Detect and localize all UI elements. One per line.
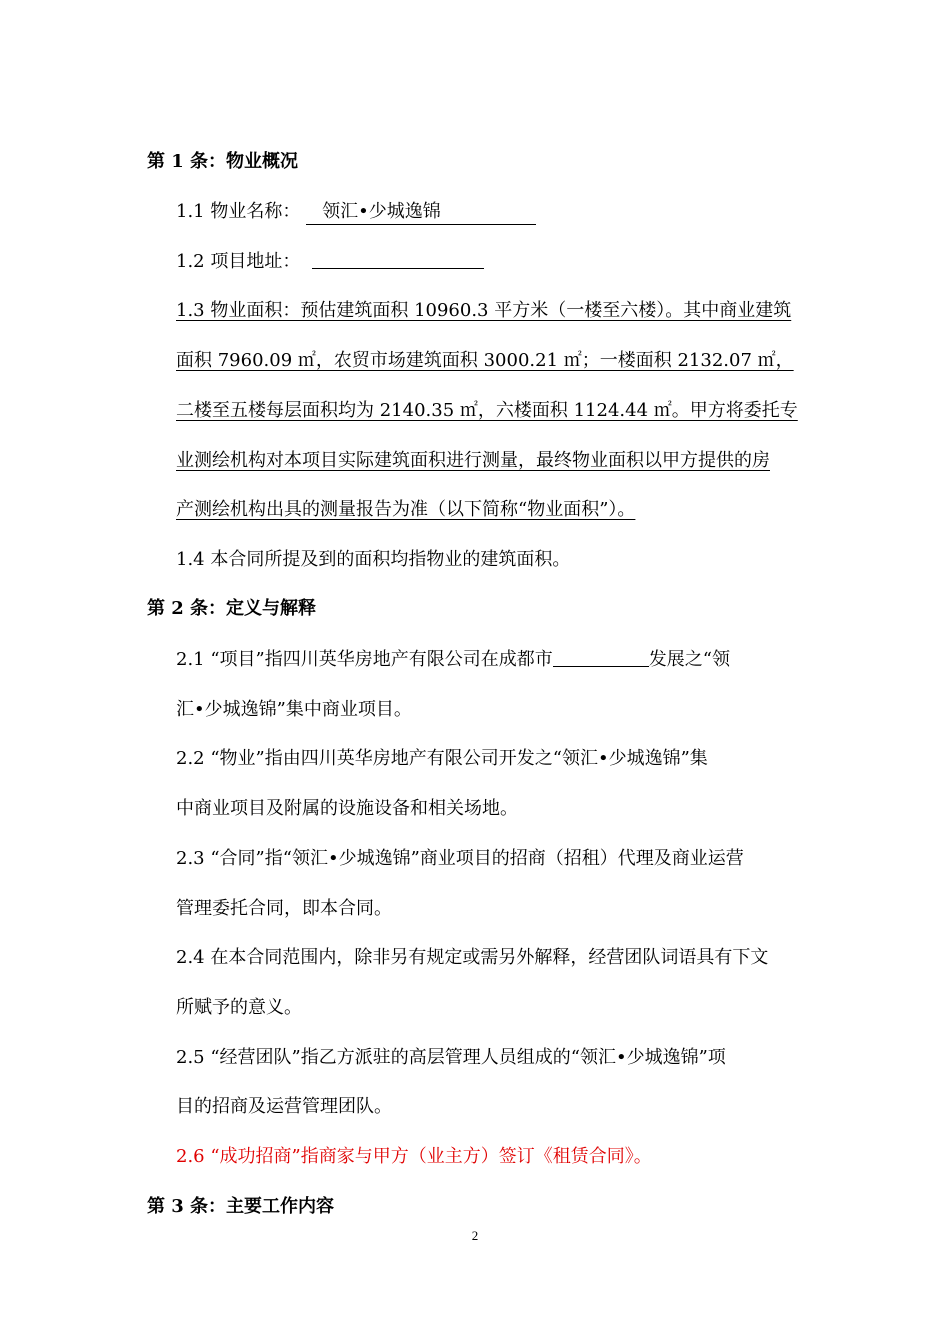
- item-1-2: [176, 250, 484, 274]
- item-2-6-highlighted: 2.6 “成功招商”指商家与甲方（业主方）签订《租赁合同》。: [176, 1146, 652, 1167]
- item-1-1: [176, 200, 536, 225]
- item-1-4: 1.4 本合同所提及到的面积均指物业的建筑面积。: [176, 549, 571, 570]
- item-2-1-line-2: 汇•少城逸锦”集中商业项目。: [176, 699, 412, 720]
- item-2-4-line-1: 2.4 在本合同范围内，除非另有规定或需另外解释，经营团队词语具有下文: [176, 947, 769, 968]
- page-number: 2: [471, 1228, 479, 1243]
- item-2-3-line-2: 管理委托合同，即本合同。: [176, 898, 392, 919]
- item-2-4-line-2: 所赋予的意义。: [176, 997, 302, 1018]
- item-2-2-line-1: 2.2 “物业”指由四川英华房地产有限公司开发之“领汇•少城逸锦”集: [176, 748, 708, 769]
- item-2-3-line-1: 2.3 “合同”指“领汇•少城逸锦”商业项目的招商（招租）代理及商业运营: [176, 848, 744, 869]
- item-1-2-label: 1.2 项目地址：: [176, 251, 301, 272]
- item-1-1-label: 1.1 物业名称：: [176, 201, 301, 222]
- item-1-3-line-3: 二楼至五楼每层面积均为 2140.35 ㎡，六楼面积 1124.44 ㎡。甲方将委托专: [176, 400, 798, 421]
- item-2-1-text-a: 2.1 “项目”指四川英华房地产有限公司在成都市: [176, 649, 553, 670]
- item-2-1-text-b: 发展之“领: [648, 649, 730, 670]
- item-2-5-line-1: 2.5 “经营团队”指乙方派驻的高层管理人员组成的“领汇•少城逸锦”项: [176, 1047, 726, 1068]
- item-2-2-line-2: 中商业项目及附属的设施设备和相关场地。: [176, 798, 518, 819]
- section-1-heading: 第 1 条：物业概况: [147, 151, 299, 172]
- item-2-1-line-1: [176, 648, 730, 672]
- item-1-3-line-5: 产测绘机构出具的测量报告为准（以下简称“物业面积”）。: [176, 499, 636, 520]
- item-1-3-line-4: 业测绘机构对本项目实际建筑面积进行测量，最终物业面积以甲方提供的房: [176, 450, 770, 471]
- section-2-heading: 第 2 条：定义与解释: [147, 598, 317, 619]
- project-address-blank: [312, 250, 484, 269]
- district-blank: [553, 648, 649, 667]
- item-1-3-line-2: 面积 7960.09 ㎡，农贸市场建筑面积 3000.21 ㎡；一楼面积 2132.07 ㎡，: [176, 350, 794, 371]
- property-name-value: 领汇•少城逸锦: [306, 200, 536, 225]
- section-3-heading: 第 3 条：主要工作内容: [147, 1196, 335, 1217]
- item-1-3-line-1: 1.3 物业面积：预估建筑面积 10960.3 平方米（一楼至六楼）。其中商业建筑: [176, 300, 792, 321]
- item-2-5-line-2: 目的招商及运营管理团队。: [176, 1096, 392, 1117]
